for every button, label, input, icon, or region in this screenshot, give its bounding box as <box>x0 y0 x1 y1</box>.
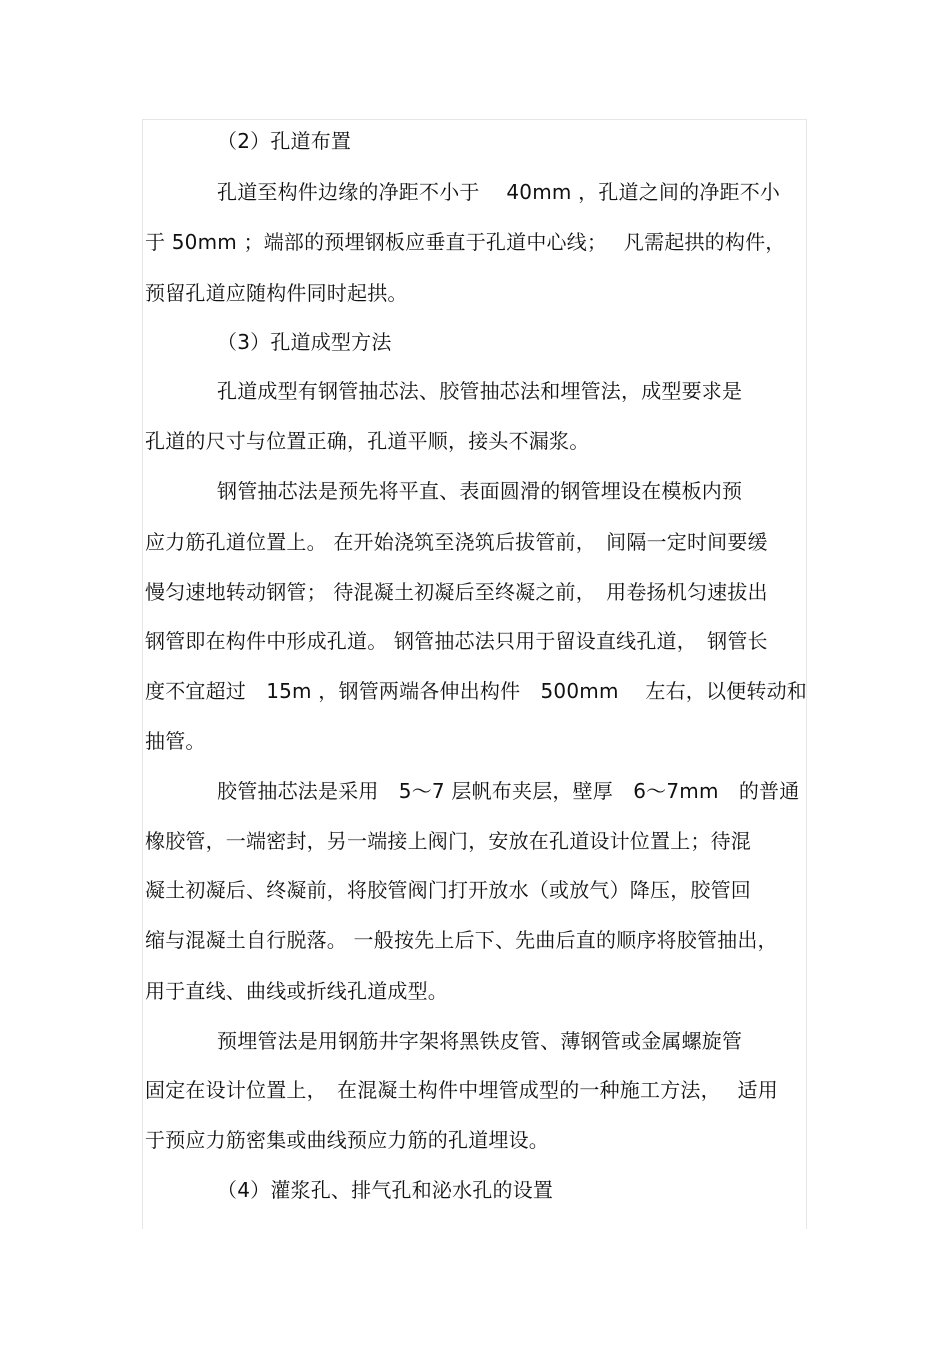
paragraph-line: 抽管。 <box>145 729 206 753</box>
paragraph-line: 钢管抽芯法是预先将平直、表面圆滑的钢管埋设在模板内预 <box>217 479 743 503</box>
paragraph-line: 于预应力筋密集或曲线预应力筋的孔道埋设。 <box>145 1128 549 1152</box>
section-heading-2: （2）孔道布置 <box>217 129 352 153</box>
paragraph-line: 应力筋孔道位置上。 在开始浇筑至浇筑后拔管前， 间隔一定时间要缓 <box>145 530 768 554</box>
paragraph-line: 孔道的尺寸与位置正确，孔道平顺，接头不漏浆。 <box>145 429 590 453</box>
paragraph-line: 度不宜超过 15m ，钢管两端各伸出构件 500mm 左右，以便转动和 <box>145 679 807 703</box>
paragraph-line: 固定在设计位置上， 在混凝土构件中埋管成型的一种施工方法， 适用 <box>145 1078 778 1102</box>
paragraph-line: 胶管抽芯法是采用 5～7 层帆布夹层，壁厚 6～7mm 的普通 <box>217 779 800 803</box>
section-heading-4: （4）灌浆孔、排气孔和泌水孔的设置 <box>217 1178 554 1202</box>
paragraph-line: 钢管即在构件中形成孔道。 钢管抽芯法只用于留设直线孔道， 钢管长 <box>145 629 768 653</box>
paragraph-line: 凝土初凝后、终凝前，将胶管阀门打开放水（或放气）降压，胶管回 <box>145 878 751 902</box>
paragraph-line: 慢匀速地转动钢管； 待混凝土初凝后至终凝之前， 用卷扬机匀速拔出 <box>145 580 768 604</box>
paragraph-line: 缩与混凝土自行脱落。 一般按先上后下、先曲后直的顺序将胶管抽出， <box>145 928 778 952</box>
paragraph-line: 橡胶管，一端密封，另一端接上阀门，安放在孔道设计位置上；待混 <box>145 829 751 853</box>
paragraph-line: 预埋管法是用钢筋井字架将黑铁皮管、薄钢管或金属螺旋管 <box>217 1029 743 1053</box>
paragraph-line: 孔道至构件边缘的净距不小于 40mm ，孔道之间的净距不小 <box>217 180 781 204</box>
paragraph-line: 用于直线、曲线或折线孔道成型。 <box>145 979 448 1003</box>
paragraph-line: 预留孔道应随构件同时起拱。 <box>145 281 408 305</box>
paragraph-line: 孔道成型有钢管抽芯法、胶管抽芯法和埋管法，成型要求是 <box>217 379 743 403</box>
section-heading-3: （3）孔道成型方法 <box>217 330 392 354</box>
paragraph-line: 于 50mm ；端部的预埋钢板应垂直于孔道中心线； 凡需起拱的构件， <box>145 230 786 254</box>
